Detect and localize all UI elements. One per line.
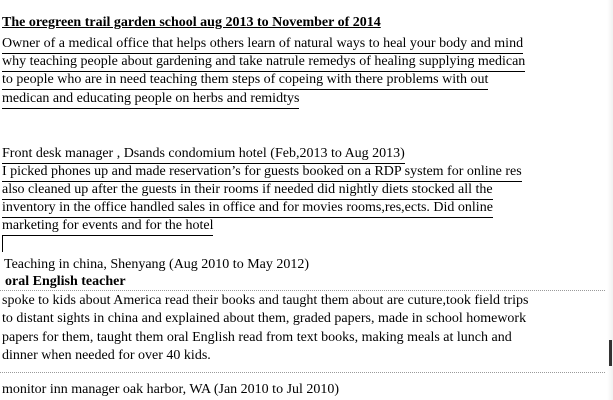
body-line[interactable]: dinner when needed for over 40 kids. [2, 348, 211, 363]
section-separator [0, 290, 605, 291]
job-heading-monitor-inn[interactable]: monitor inn manager oak harbor, WA (Jan 2010 to Jul 2010) [2, 382, 340, 397]
job-heading-teaching-china[interactable]: Teaching in china, Shenyang (Aug 2010 to May 2012) [4, 257, 310, 272]
body-line[interactable]: marketing for events and for the hotel [2, 217, 213, 236]
body-line[interactable]: Owner of a medical office that helps others learn of natural ways to heal your body and mind [2, 35, 523, 54]
text-cursor [2, 235, 3, 252]
scrollbar-thumb[interactable] [609, 340, 612, 366]
body-line[interactable]: papers for them, taught them oral English read from text books, making meals at lunch and [2, 330, 512, 345]
job-heading-garden-school[interactable]: The oregreen trail garden school aug 2013 to November of 2014 [2, 15, 381, 30]
section-separator [0, 372, 605, 373]
job-title-oral-english[interactable]: oral English teacher [5, 274, 126, 289]
body-line[interactable]: medican and educating people on herbs and remidtys [2, 90, 299, 109]
body-line[interactable]: spoke to kids about America read their books and taught them about are cuture,took field trips [2, 293, 529, 308]
job-heading-front-desk[interactable]: Front desk manager , Dsands condomium hotel (Feb,2013 to Aug 2013) [2, 145, 405, 164]
body-line[interactable]: inventory in the office handled sales in office and for movies rooms,res,ects. Did online [2, 199, 493, 218]
body-line[interactable]: why teaching people about gardening and take natrule remedys of healing supplying medican [2, 53, 525, 72]
body-line[interactable]: also cleaned up after the guests in their rooms if needed did nightly diets stocked all the [2, 181, 493, 200]
body-line[interactable]: to people who are in need teaching them steps of copeing with there problems with out [2, 71, 488, 90]
body-line[interactable]: to distant sights in china and explained about them, graded papers, made in school homework [2, 311, 527, 326]
body-line[interactable]: I picked phones up and made reservation’s for guests booked on a RDP system for online res [2, 163, 522, 182]
